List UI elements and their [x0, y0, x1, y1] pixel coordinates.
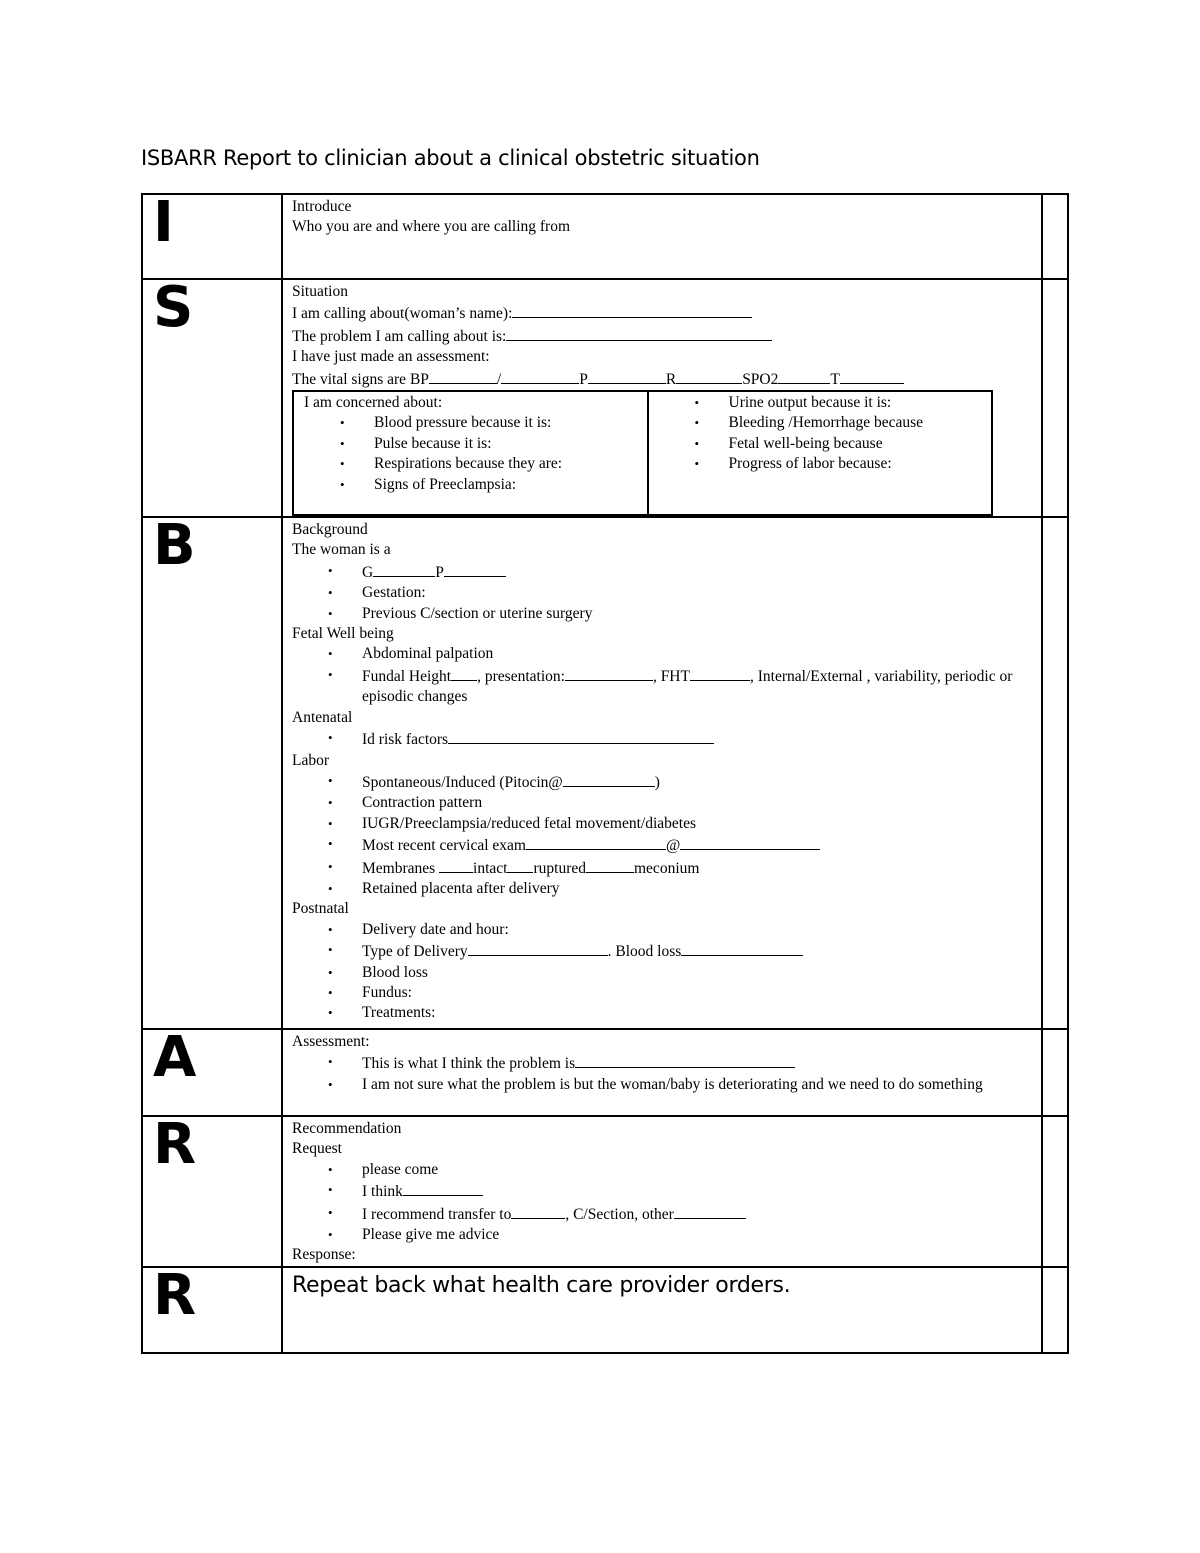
list-item: • please come: [292, 1160, 1041, 1180]
request-heading: Request: [292, 1140, 342, 1158]
list-item: • Delivery date and hour:: [292, 920, 1041, 940]
recommendation-heading: Recommendation: [292, 1120, 402, 1138]
background-cell[interactable]: [282, 517, 1042, 1029]
response-label: Response:: [292, 1246, 356, 1264]
antenatal-heading: Antenatal: [292, 708, 353, 726]
situation-line-name: I am calling about(woman’s name):: [292, 302, 1041, 324]
list-item: • I recommend transfer to , C/Section, other: [292, 1203, 1041, 1225]
list-item: • Bleeding /Hemorrhage because: [649, 413, 992, 433]
list-item: • Membranes intact ruptured meconium: [292, 857, 1041, 879]
recommendation-cell[interactable]: [282, 1116, 1042, 1267]
list-item: • Fundal Height , presentation: , FHT , Internal/External , variability, periodic or episodic changes: [292, 665, 1041, 708]
letter-r: R: [153, 1262, 197, 1328]
list-item: • Id risk factors: [292, 728, 1041, 750]
row-introduce: [142, 194, 1068, 279]
letter-s: S: [153, 275, 194, 340]
situation-cell[interactable]: [282, 279, 1042, 517]
introduce-cell[interactable]: [282, 194, 1042, 279]
assessment-heading: Assessment:: [292, 1033, 370, 1051]
letter-r: R: [153, 1112, 197, 1178]
introduce-heading: Introduce: [292, 198, 352, 215]
isbarr-table: [141, 190, 1069, 1354]
situation-heading: Situation: [292, 283, 348, 300]
fetal-heading: Fetal Well being: [292, 625, 394, 643]
page-title: ISBARR Report to clinician about a clinical obstetric situation: [141, 146, 760, 170]
list-item: • G P: [292, 561, 1041, 583]
situation-line-problem: The problem I am calling about is:: [292, 325, 1041, 347]
concern-right: [647, 392, 992, 514]
list-item: • Gestation:: [292, 583, 1041, 603]
situation-line-assessment: I have just made an assessment:: [292, 348, 490, 366]
list-item: • I am not sure what the problem is but the woman/baby is deteriorating and we need to do something: [292, 1075, 1041, 1095]
vitals-line: The vital signs are BP / P R SPO2 T: [292, 368, 1041, 390]
background-heading: Background: [292, 521, 368, 539]
concern-left: [294, 392, 647, 514]
blank-cell: [1042, 279, 1068, 517]
list-item: • Retained placenta after delivery: [292, 879, 1041, 899]
list-item: • Treatments:: [292, 1003, 1041, 1023]
list-item: • Urine output because it is:: [649, 393, 992, 413]
list-item: • Spontaneous/Induced (Pitocin@ ): [292, 771, 1041, 793]
assessment-cell[interactable]: [282, 1029, 1042, 1116]
list-item: • Blood pressure because it is:: [304, 413, 647, 433]
list-item: • I think: [292, 1180, 1041, 1202]
list-item: • Progress of labor because:: [649, 454, 992, 474]
list-item: • Pulse because it is:: [304, 434, 647, 454]
blank-cell: [1042, 194, 1068, 279]
list-item: • Contraction pattern: [292, 793, 1041, 813]
repeat-cell[interactable]: [282, 1267, 1042, 1353]
list-item: • IUGR/Preeclampsia/reduced fetal movement/diabetes: [292, 814, 1041, 834]
list-item: • Respirations because they are:: [304, 454, 647, 474]
letter-i: I: [153, 190, 174, 255]
blank-cell: [1042, 1029, 1068, 1116]
problem-blank[interactable]: [506, 325, 772, 341]
letter-a: A: [153, 1025, 197, 1091]
list-item: • This is what I think the problem is: [292, 1052, 1041, 1074]
list-item: • Fetal well-being because: [649, 434, 992, 454]
concern-label: I am concerned about:: [304, 394, 443, 412]
name-blank[interactable]: [512, 302, 752, 318]
list-item: • Abdominal palpation: [292, 644, 1041, 664]
letter-b: B: [153, 513, 196, 579]
blank-cell: [1042, 1116, 1068, 1267]
blank-cell: [1042, 517, 1068, 1029]
repeat-text: Repeat back what health care provider orders.: [292, 1272, 791, 1298]
postnatal-heading: Postnatal: [292, 900, 349, 918]
list-item: • Blood loss: [292, 963, 1041, 983]
list-item: • Fundus:: [292, 983, 1041, 1003]
introduce-text: Who you are and where you are calling from: [292, 218, 571, 236]
woman-is: The woman is a: [292, 541, 391, 559]
row-recommendation: [142, 1116, 1068, 1267]
list-item: • Please give me advice: [292, 1225, 1041, 1245]
list-item: • Most recent cervical exam @: [292, 834, 1041, 856]
list-item: • Previous C/section or uterine surgery: [292, 604, 1041, 624]
row-situation: [142, 279, 1068, 517]
labor-heading: Labor: [292, 751, 330, 769]
concern-box: [292, 390, 993, 516]
row-background: [142, 517, 1068, 1029]
list-item: • Type of Delivery . Blood loss: [292, 940, 1041, 962]
list-item: • Signs of Preeclampsia:: [304, 475, 647, 495]
blank-cell: [1042, 1267, 1068, 1353]
row-repeat: [142, 1267, 1068, 1353]
row-assessment: [142, 1029, 1068, 1116]
